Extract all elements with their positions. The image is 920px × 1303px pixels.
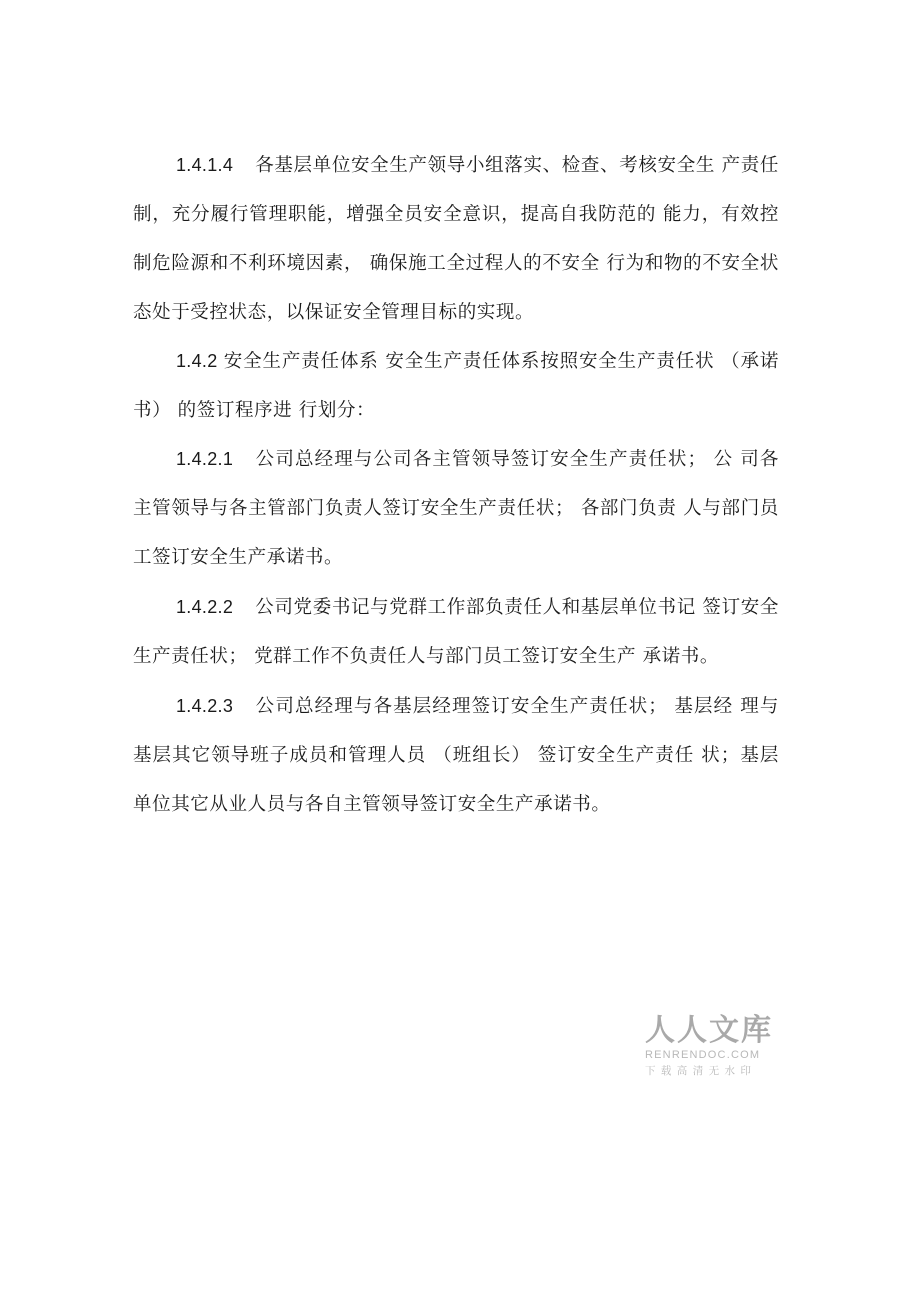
watermark-logo (645, 1015, 775, 1078)
paragraph-1-4-2-2 (133, 583, 779, 681)
watermark-domain: RENRENDOC.COM (645, 1049, 761, 1061)
paragraph-1-4-2 (133, 337, 779, 435)
paragraph-text: 安全生产责任体系 安全生产责任体系按照安全生产责任状 （承诺书） 的签订程序进 行划分： (133, 351, 779, 421)
paragraph-text: 公司总经理与各基层经理签订安全生产责任状； 基层经 理与基层其它领导班子成员和管理人员 （班组长） 签订安全生产责任 状；基层单位其它从业人员与各自主管领导签订安全生产承诺书。 (133, 696, 779, 815)
section-number: 1.4.2 (176, 351, 218, 371)
paragraph-1-4-2-1 (133, 435, 779, 582)
paragraph-text: 各基层单位安全生产领导小组落实、检查、考核安全生 产责任制，充分履行管理职能，增强全员安全意识，提高自我防范的 能力，有效控制危险源和不利环境因素， 确保施工全过程人的不安全 行为和物的不安全状态处于受控状态，以保证安全管理目标的实现。 (133, 155, 779, 323)
paragraph-1-4-1-4 (133, 141, 779, 337)
paragraph-1-4-2-3 (133, 682, 779, 829)
paragraph-text: 公司党委书记与党群工作部负责任人和基层单位书记 签订安全生产责任状； 党群工作不负责任人与部门员工签订安全生产 承诺书。 (133, 597, 779, 667)
section-number: 1.4.2.3 (176, 696, 234, 716)
section-number: 1.4.2.1 (176, 449, 234, 469)
watermark-title: 人人文库 (645, 1013, 773, 1048)
section-number: 1.4.2.2 (176, 597, 234, 617)
watermark-subtitle: 下载高清无水印 (645, 1065, 757, 1077)
paragraph-text: 公司总经理与公司各主管领导签订安全生产责任状； 公 司各主管领导与各主管部门负责人签订安全生产责任状； 各部门负责 人与部门员工签订安全生产承诺书。 (133, 449, 779, 568)
section-number: 1.4.1.4 (176, 155, 234, 175)
